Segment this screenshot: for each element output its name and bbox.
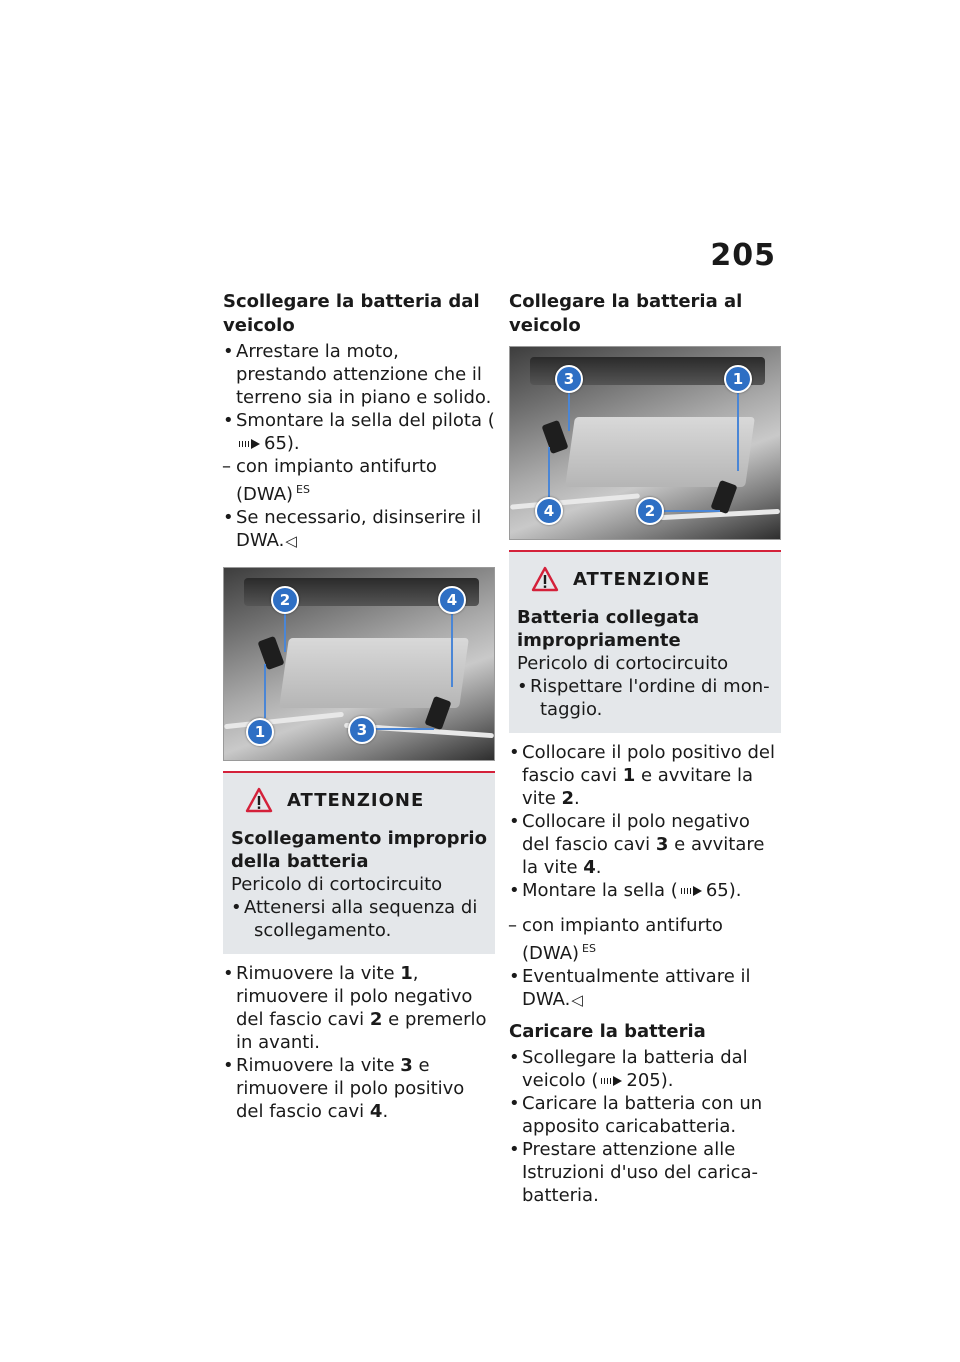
step-connect-positive: • Collocare il polo positivo del fascio cavi 1 e avvitare la vite 2. xyxy=(509,741,781,810)
condition-alarm-system: – con impianto antifurto (DWA) $^{ES}$ xyxy=(223,455,495,506)
battery-disconnect-photo xyxy=(223,567,495,761)
warning-subtitle: Scollegamento improprio della batteria xyxy=(231,828,487,872)
warning-hazard: Pericolo di cortocircuito xyxy=(517,653,729,674)
condition-alarm-system: – con impianto antifurto (DWA) $^{ES}$ xyxy=(509,914,781,965)
callout-3: 3 xyxy=(555,365,583,393)
warning-box-disconnect xyxy=(223,771,495,954)
step-remove-negative: • Rimuovere la vite 1, rimuovere il polo negativo del fascio cavi 2 e premerlo in avanti. xyxy=(223,962,495,1054)
page-reference[interactable]: 65 xyxy=(264,433,287,454)
step-read-instructions: • Prestare attenzione alle Istruzioni d'uso del carica-batteria. xyxy=(509,1138,781,1207)
step-charge-battery: • Caricare la batteria con un apposito caricabatteria. xyxy=(509,1092,781,1138)
section-heading-disconnect: Scollegare la batteria dal veicolo xyxy=(223,291,480,336)
callout-4: 4 xyxy=(438,586,466,614)
callout-4: 4 xyxy=(535,497,563,525)
callout-2: 2 xyxy=(636,497,664,525)
page-reference-icon xyxy=(601,1076,623,1086)
page-reference[interactable]: 205 xyxy=(626,1070,661,1091)
step-remove-positive: • Rimuovere la vite 3 e rimuovere il polo positivo del fascio cavi 4. xyxy=(223,1054,495,1123)
step-activate-dwa: • Eventualmente attivare il DWA.◁ xyxy=(509,965,781,1012)
warning-title: ATTENZIONE xyxy=(287,789,425,811)
page-number: 205 xyxy=(710,238,776,273)
right-column xyxy=(509,290,781,1207)
warning-instruction: • Rispettare l'ordine di mon- taggio. xyxy=(517,675,773,721)
page-reference-icon xyxy=(239,439,261,449)
page-reference[interactable]: 65 xyxy=(705,880,729,901)
end-mark: ◁ xyxy=(285,532,297,550)
page-reference-icon xyxy=(681,886,703,896)
callout-1: 1 xyxy=(724,365,752,393)
warning-triangle-icon xyxy=(245,787,273,813)
left-column xyxy=(223,290,495,1123)
warning-triangle-icon xyxy=(531,566,559,592)
callout-3: 3 xyxy=(348,716,376,744)
step-remove-seat: • Smontare la sella del pilota (65). xyxy=(223,409,495,455)
section-heading-connect: Collegare la batteria al veicolo xyxy=(509,291,743,336)
section-heading-charge: Caricare la batteria xyxy=(509,1021,706,1042)
warning-title: ATTENZIONE xyxy=(573,568,711,590)
battery-connect-photo xyxy=(509,346,781,540)
step-disarm-dwa: • Se necessario, disinserire il DWA.◁ xyxy=(223,506,495,553)
step-stop-bike: • Arrestare la moto, prestando attenzione che il terreno sia in piano e solido. xyxy=(223,340,495,409)
warning-subtitle: Batteria collegata impropriamente xyxy=(517,607,700,651)
equipment-code: ES xyxy=(582,942,596,955)
callout-2: 2 xyxy=(271,586,299,614)
callout-1: 1 xyxy=(246,718,274,746)
warning-hazard: Pericolo di cortocircuito xyxy=(231,874,443,895)
warning-instruction: • Attenersi alla sequenza di scollegamento. xyxy=(231,896,487,942)
end-mark: ◁ xyxy=(571,991,583,1009)
step-mount-seat: • Montare la sella ( 65). xyxy=(509,879,781,902)
equipment-code: ES xyxy=(296,483,310,496)
step-connect-negative: • Collocare il polo negativo del fascio cavi 3 e avvitare la vite 4. xyxy=(509,810,781,879)
step-disconnect-battery: • Scollegare la batteria dal veicolo ( 205). xyxy=(509,1046,781,1092)
warning-box-connect xyxy=(509,550,781,733)
